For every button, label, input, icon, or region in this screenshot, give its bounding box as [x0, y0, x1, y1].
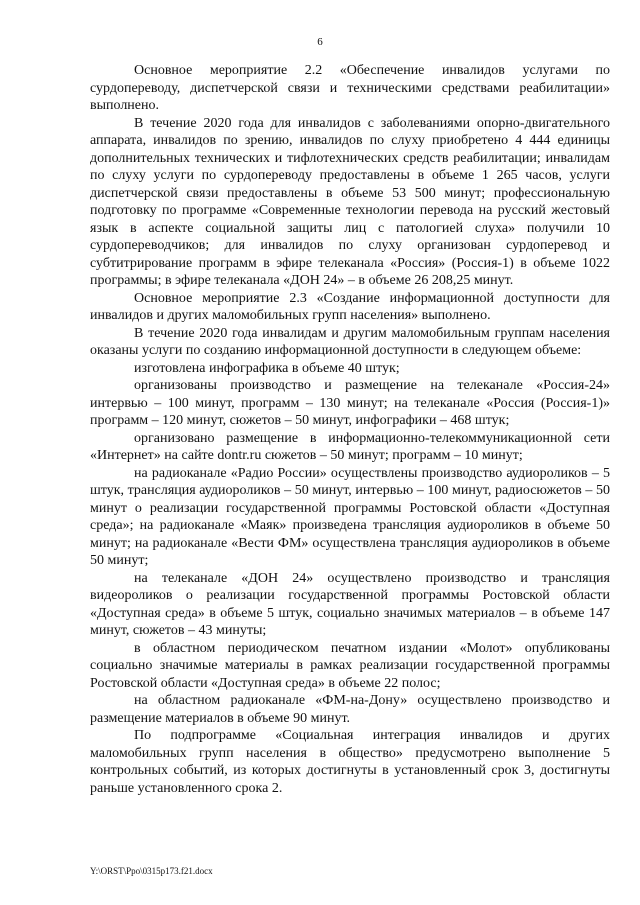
paragraph: Основное мероприятие 2.3 «Создание информационной доступности для инвалидов и других маломобильных групп населения» выполнено. — [90, 290, 610, 323]
list-item: в областном периодическом печатном издании «Молот» опубликованы социально значимые материалы в рамках реализации государственной программы Ростовской области «Доступная среда» в объеме 22 полос; — [90, 640, 610, 691]
list-item: на областном радиоканале «ФМ-на-Дону» осуществлено производство и размещение материалов в объеме 90 минут. — [90, 693, 610, 726]
list-item: организовано размещение в информационно-телекоммуникационной сети «Интернет» на сайте dontr.ru сюжетов – 50 минут; программ – 10 минут; — [90, 430, 610, 463]
list-item: на телеканале «ДОН 24» осуществлено производство и трансляция видеороликов о реализации государственной программы Ростовской области «Доступная среда» в объеме 5 штук, социально значимых материалов – в объеме 147 минут, сюжетов – 43 минуты; — [90, 570, 610, 638]
paragraph: В течение 2020 года инвалидам и другим маломобильным группам населения оказаны услуги по созданию информационной доступности в следующем объеме: — [90, 325, 610, 358]
list-item: изготовлена инфографика в объеме 40 штук; — [134, 360, 400, 376]
paragraph: В течение 2020 года для инвалидов с заболеваниями опорно-двигательного аппарата, инвалидов по зрению, инвалидов по слуху приобретено 4 444 единицы дополнительных технических и тифлотехнических средств реабилитации; инвалидам по слуху услуги по сурдопереводу предоставлены в объеме 1 265 часов, услуги диспетчерской связи предоставлены в объеме 53 500 минут; профессиональную подготовку по программе «Современные технологии перевода на русский жестовый язык в аспекте социальной защиты лиц с патологией слуха» получили 10 сурдопереводчиков; для инвалидов по слуху организован сурдоперевод и субтитрирование программ в эфире телеканала «Россия» (Россия-1) в объеме 1022 программы; в эфире телеканала «ДОН 24» – в объеме 26 208,25 минут. — [90, 115, 610, 288]
list-item: организованы производство и размещение на телеканале «Россия-24» интервью – 100 минут, программ – 130 минут; на телеканале «Россия (Россия-1)» программ – 120 минут, сюжетов – 50 минут, инфографики – 468 штук; — [90, 378, 610, 428]
document-body — [90, 62, 610, 797]
page-number: 6 — [317, 36, 323, 48]
footer-file-path: Y:\ORST\Ppo\0315p173.f21.docx — [90, 866, 213, 876]
list-item: на радиоканале «Радио России» осуществлены производство аудиороликов – 5 штук, трансляция аудиороликов – 50 минут, интервью – 100 минут, радиосюжетов – 50 минут о реализации государственной программы Ростовской области «Доступная среда»; на радиоканале «Маяк» произведена трансляция аудиороликов в объеме 50 минут; на радиоканале «Вести ФМ» осуществлена трансляция аудиороликов в объеме 50 минут; — [90, 465, 610, 568]
paragraph: По подпрограмме «Социальная интеграция инвалидов и других маломобильных групп населения в общество» предусмотрено выполнение 5 контрольных событий, из которых достигнуты в установленный срок 3, достигнуты раньше установленного срока 2. — [90, 728, 610, 796]
paragraph: Основное мероприятие 2.2 «Обеспечение инвалидов услугами по сурдопереводу, диспетчерской связи и техническими средствами реабилитации» выполнено. — [90, 63, 610, 113]
